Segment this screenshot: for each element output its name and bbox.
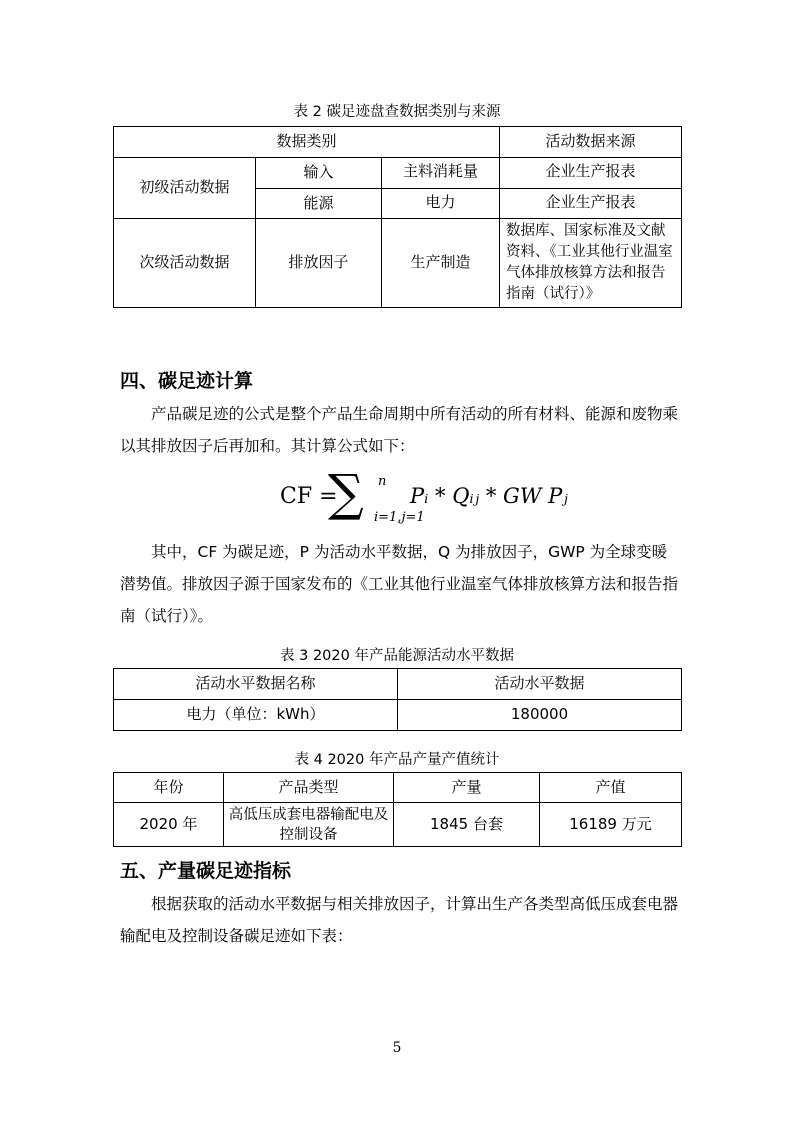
formula-upper-bound: n bbox=[378, 474, 387, 489]
table2-header-category: 数据类别 bbox=[114, 127, 500, 158]
table4-caption: 表 4 2020 年产品产量产值统计 bbox=[294, 752, 500, 768]
table3-caption: 表 3 2020 年产品能源活动水平数据 bbox=[280, 648, 514, 664]
table4-header-year: 年份 bbox=[114, 773, 224, 803]
table3-row-name: 电力（单位：kWh） bbox=[114, 700, 398, 731]
table4-header-value: 产值 bbox=[540, 773, 682, 803]
section5-paragraph: 根据获取的活动水平数据与相关排放因子，计算出生产各类型高低压成套电器输配电及控制设备碳足迹如下表： bbox=[120, 895, 679, 945]
section4-paragraph-2: 其中，CF 为碳足迹，P 为活动水平数据，Q 为排放因子，GWP 为全球变暖潜势值。排放因子源于国家发布的《工业其他行业温室气体排放核算方法和报告指南（试行）》。 bbox=[120, 543, 679, 625]
table4-header-output: 产量 bbox=[394, 773, 540, 803]
carbon-footprint-formula bbox=[270, 464, 600, 530]
table2 bbox=[113, 126, 682, 308]
summation-symbol: ∑ bbox=[328, 464, 364, 522]
table2-secondary-item: 生产制造 bbox=[382, 219, 500, 308]
table4-output: 1845 台套 bbox=[394, 803, 540, 847]
formula-rhs: Pᵢ * Qᵢⱼ * GW Pⱼ bbox=[410, 484, 568, 508]
formula-lhs: CF = bbox=[280, 484, 338, 509]
table2-input-item: 主料消耗量 bbox=[382, 158, 500, 189]
table3-header-name: 活动水平数据名称 bbox=[114, 669, 398, 700]
section5-heading: 五、产量碳足迹指标 bbox=[120, 860, 292, 882]
table4-product-type: 高低压成套电器输配电及控制设备 bbox=[224, 803, 394, 847]
page-number: 5 bbox=[392, 1040, 402, 1056]
table2-input-source: 企业生产报表 bbox=[500, 158, 682, 189]
table2-secondary-type: 排放因子 bbox=[256, 219, 382, 308]
table3-header-value: 活动水平数据 bbox=[398, 669, 682, 700]
table2-header-source: 活动数据来源 bbox=[500, 127, 682, 158]
table2-input-label: 输入 bbox=[256, 158, 382, 189]
table3-row-value: 180000 bbox=[398, 700, 682, 731]
table2-energy-item: 电力 bbox=[382, 189, 500, 219]
table4-year: 2020 年 bbox=[114, 803, 224, 847]
table4 bbox=[113, 772, 682, 847]
section4-paragraph-1: 产品碳足迹的公式是整个产品生命周期中所有活动的所有材料、能源和废物乘以其排放因子后再加和。其计算公式如下： bbox=[120, 405, 679, 455]
table2-secondary-source: 数据库、国家标准及文献资料、《工业其他行业温室气体排放核算方法和报告指南（试行）》 bbox=[500, 219, 682, 308]
section4-heading: 四、碳足迹计算 bbox=[120, 370, 254, 392]
table2-energy-label: 能源 bbox=[256, 189, 382, 219]
table2-energy-source: 企业生产报表 bbox=[500, 189, 682, 219]
table2-primary-label: 初级活动数据 bbox=[114, 158, 256, 219]
table4-value: 16189 万元 bbox=[540, 803, 682, 847]
table2-secondary-label: 次级活动数据 bbox=[114, 219, 256, 308]
table3 bbox=[113, 668, 682, 731]
table2-caption: 表 2 碳足迹盘查数据类别与来源 bbox=[293, 104, 501, 120]
formula-lower-bound: i=1,j=1 bbox=[374, 510, 425, 525]
table4-header-product-type: 产品类型 bbox=[224, 773, 394, 803]
